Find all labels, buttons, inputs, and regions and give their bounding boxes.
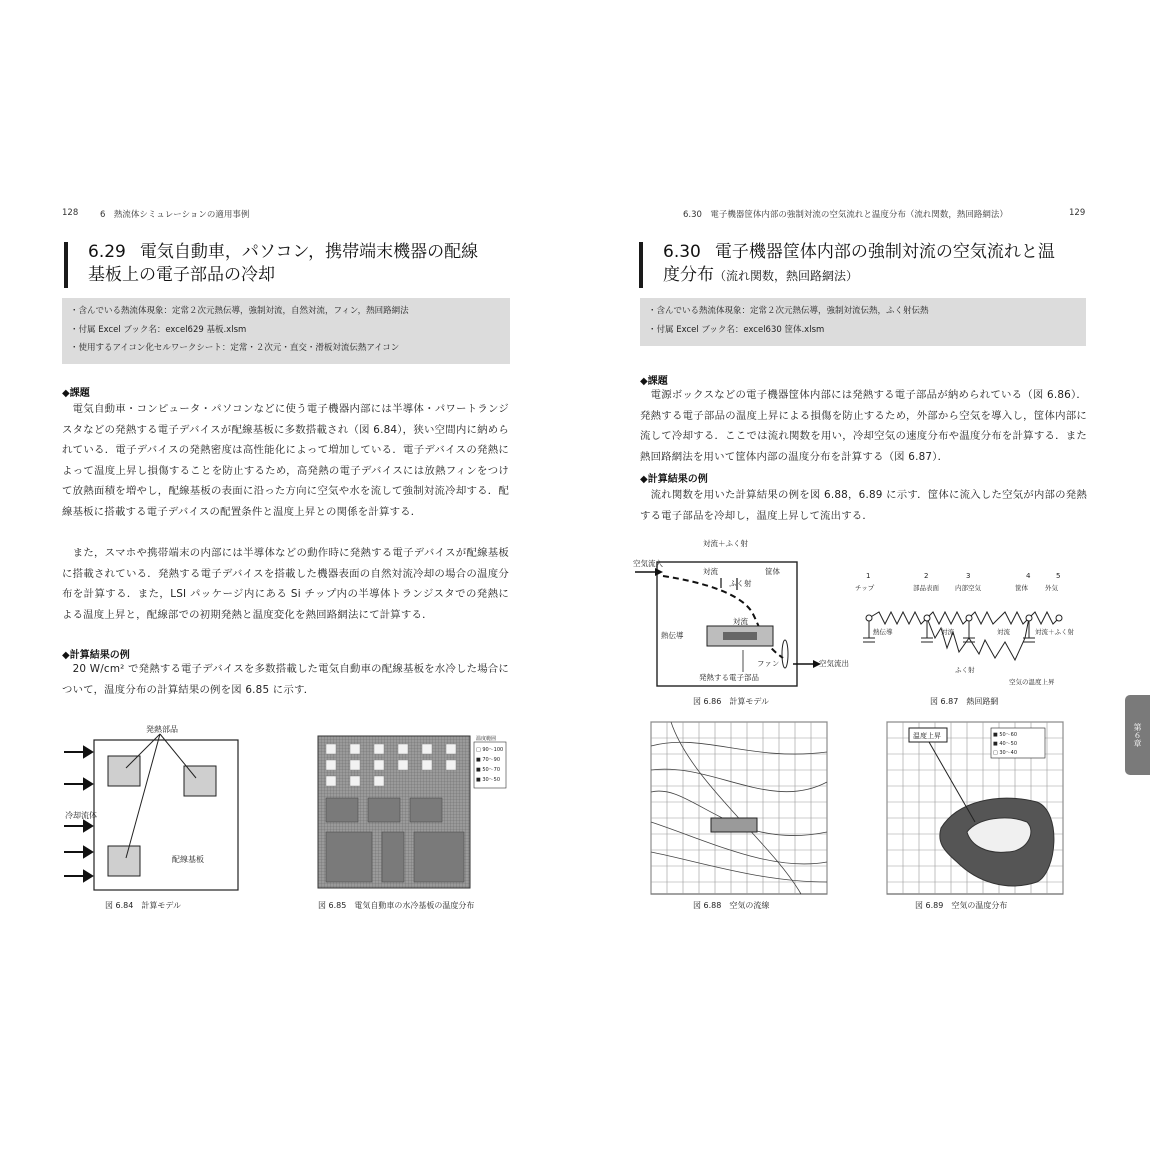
- label-conv-rad-top: 対流＋ふく射: [703, 539, 748, 548]
- hotspot-cell: [398, 744, 408, 754]
- section-title-6-29: [88, 241, 558, 287]
- legend-item: ■ 30〜50: [476, 777, 501, 783]
- page-number-left: 128: [62, 208, 79, 218]
- label-convection: 対流: [703, 567, 718, 576]
- node-label: チップ: [855, 584, 875, 592]
- label-convection-2: 対流: [997, 628, 1010, 636]
- chapter-side-tab[interactable]: 第６章: [1125, 695, 1150, 775]
- node-labels: [855, 572, 1060, 592]
- label-air-temp-rise: 空気の温度上昇: [1009, 678, 1055, 686]
- hotspot-cell: [398, 760, 408, 770]
- label-convection: 対流: [941, 628, 954, 636]
- label-conduction: 熱伝導: [661, 631, 684, 640]
- paragraph-task-2: また，スマホや携帯端末の内部には半導体などの動作時に発熱する電子デバイスが配線基板に搭載されている．発熱する電子デバイスを搭載した機器表面の自然対流冷却の場合の温度分布を計算する．また，LSI パッケージ内にある Si チップ内の半導体トランジスタでの発熱による温度上昇と，配線部での初期発熱と温度変化を熱回路網法にて計算する．: [62, 547, 509, 621]
- paragraph-result: 20 W/cm² で発熱する電子デバイスを多数搭載した電気自動車の配線基板を水冷した場合について，温度分布の計算結果の例を図 6.85 に示す．: [62, 663, 509, 696]
- section-title-line1: 電子機器筐体内部の強制対流の空気流れと温: [714, 242, 1055, 262]
- right-page: [575, 0, 1150, 1150]
- node-label: 筐体: [1015, 584, 1028, 592]
- paragraph-task: 電源ボックスなどの電子機器筐体内部には発熱する電子部品が納められている（図 6.86）．発熱する電子部品の温度上昇による損傷を防止するため，外部から空気を導入し，筐体内部に流して冷却する．ここでは流れ関数を用い，冷却空気の速度分布や温度分布を計算する．また熱回路網法を用いて筐体内部の温度分布を計算する（図 6.87）．: [640, 389, 1087, 463]
- figure-6-88: [651, 722, 827, 894]
- hotspot-cell: [374, 776, 384, 786]
- label-case: 筐体: [765, 567, 780, 576]
- section-bar: [64, 242, 68, 288]
- summary-item: ・含んでいる熱流体現象：定常２次元熱伝導，強制対流，自然対流，フィン，熱回路網法: [70, 306, 409, 316]
- section-bar: [639, 242, 643, 288]
- grid-frame: [651, 722, 827, 894]
- inflow-arrowhead: [655, 568, 663, 576]
- hotspot-cell: [350, 744, 360, 754]
- node-number: 5: [1056, 572, 1061, 580]
- component-in-flow: [711, 818, 757, 832]
- legend-item: □ 30〜40: [993, 750, 1018, 756]
- node-number: 1: [866, 572, 871, 580]
- summary-item: ・使用するアイコン化セルワークシート：定常・２次元・直交・滑板対流伝熱アイコン: [70, 343, 400, 353]
- node-number: 4: [1026, 572, 1031, 580]
- label-radiation: ふく射: [955, 666, 975, 674]
- figure-6-87: [855, 568, 1084, 694]
- node-label: 外気: [1045, 584, 1058, 592]
- caption-6-84: 図 6.84 計算モデル: [105, 901, 181, 910]
- caption-6-85: 図 6.85 電気自動車の水冷基板の温度分布: [318, 901, 475, 910]
- legend-item: ■ 50〜60: [993, 732, 1018, 738]
- figure-6-84: [60, 722, 250, 897]
- page-number-right: 129: [1069, 208, 1086, 218]
- label-radiation: ふく射: [729, 579, 752, 588]
- label-board: 配線基板: [172, 855, 204, 864]
- radiation-resistors: [927, 618, 1029, 660]
- label-heat-parts: 発熱部品: [146, 725, 178, 734]
- label-conduction: 熱伝導: [873, 628, 893, 636]
- heading-result: ◆計算結果の例: [62, 650, 130, 661]
- summary-box: [640, 298, 1086, 346]
- label-temp-rise: 温度上昇: [913, 732, 941, 740]
- running-head-right: 6.30 電子機器筐体内部の強制対流の空気流れと温度分布（流れ関数，熱回路網法）: [683, 210, 1008, 220]
- node-label: 内部空気: [955, 584, 981, 592]
- hotspot-cell: [446, 760, 456, 770]
- heat-part-3: [108, 846, 140, 876]
- caption-6-87: 図 6.87 熱回路網: [930, 697, 999, 706]
- hotspot-cell: [326, 760, 336, 770]
- heading-task: ◆課題: [640, 376, 668, 387]
- hotspot-cell: [374, 744, 384, 754]
- heat-part-1: [108, 756, 140, 786]
- section-title-line2: 基板上の電子部品の冷却: [88, 265, 275, 285]
- node-number: 2: [924, 572, 929, 580]
- label-inflow: 空気流入: [633, 559, 663, 568]
- hotspot-cell: [422, 744, 432, 754]
- section-title-line2: 度分布: [663, 265, 714, 285]
- label-heat-part: 発熱する電子部品: [699, 673, 759, 682]
- paragraph-result: 流れ関数を用いた計算結果の例を図 6.88，6.89 に示す．筐体に流入した空気が内部の発熱する電子部品を冷却し，温度上昇して流出する．: [640, 489, 1087, 522]
- section-title-6-30: [663, 241, 1093, 288]
- hotspot-cell: [446, 744, 456, 754]
- summary-item: ・付属 Excel ブック名：excel629 基板.xlsm: [70, 324, 247, 335]
- node-number: 3: [966, 572, 971, 580]
- hotspot-cell: [374, 760, 384, 770]
- legend-item: □ 90〜100: [476, 747, 504, 753]
- section-title-line1: 電気自動車，パソコン，携帯端末機器の配線: [139, 242, 479, 262]
- legend-item: ■ 40〜50: [993, 741, 1018, 747]
- hotspot-cell: [326, 776, 336, 786]
- grid: [651, 722, 827, 894]
- summary-item: ・付属 Excel ブック名：excel630 筐体.xlsm: [648, 324, 825, 335]
- label-convection-2: 対流: [733, 617, 748, 626]
- section-number: 6.30: [663, 242, 701, 262]
- figure-6-86: [633, 534, 858, 696]
- label-coolant: 冷却流体: [65, 811, 97, 820]
- running-head-left: 6 熱流体シミュレーションの適用事例: [100, 210, 250, 220]
- node-label: 部品表面: [913, 584, 939, 592]
- caption-6-89: 図 6.89 空気の温度分布: [915, 901, 1008, 910]
- section-number: 6.29: [88, 242, 126, 262]
- hotspot-cell: [422, 760, 432, 770]
- label-outflow: 空気流出: [819, 659, 849, 668]
- fan-blade: [782, 640, 788, 668]
- caption-6-86: 図 6.86 計算モデル: [693, 697, 769, 706]
- legend-item: ■ 70〜90: [476, 757, 501, 763]
- paragraph-task-1: 電気自動車・コンピュータ・パソコンなどに使う電子機器内部には半導体・パワートランジスタなどの発熱する電子デバイスが配線基板に多数搭載され（図 6.84），狭い空間内に納められている．電子デバイスの発熱密度は高性能化によって増加している．電子デバイスの発熱によって温度上昇し損傷することを防止するため，高発熱の電子デバイスには放熱フィンをつけて放熱面積を増やし，配線基板の表面に沿った方向に空気や水を流して強制対流冷却する．配線基板に搭載する電子デバイスの配置条件と温度上昇との関係を計算する．: [62, 403, 509, 518]
- figure-6-89: [887, 722, 1063, 894]
- label-fan: ファン: [757, 659, 780, 668]
- heat-component-core: [723, 632, 757, 640]
- summary-item: ・含んでいる熱流体現象：定常２次元熱伝導，強制対流伝熱，ふく射伝熱: [648, 306, 929, 316]
- heat-part-2: [184, 766, 216, 796]
- figure-6-85: [318, 736, 508, 894]
- hotspot-cell: [350, 760, 360, 770]
- hotspot-cell: [350, 776, 360, 786]
- legend-title: 温度範囲: [476, 736, 497, 742]
- legend-item: ■ 50〜70: [476, 767, 501, 773]
- section-subtitle: （流れ関数，熱回路網法）: [714, 269, 859, 283]
- hotspot-cell: [326, 744, 336, 754]
- heading-result: ◆計算結果の例: [640, 474, 708, 485]
- label-conv-rad: 対流＋ふく射: [1035, 628, 1074, 636]
- heading-task: ◆課題: [62, 388, 90, 399]
- caption-6-88: 図 6.88 空気の流線: [693, 901, 770, 910]
- legend-6-85: [474, 735, 506, 788]
- summary-box: [62, 298, 510, 364]
